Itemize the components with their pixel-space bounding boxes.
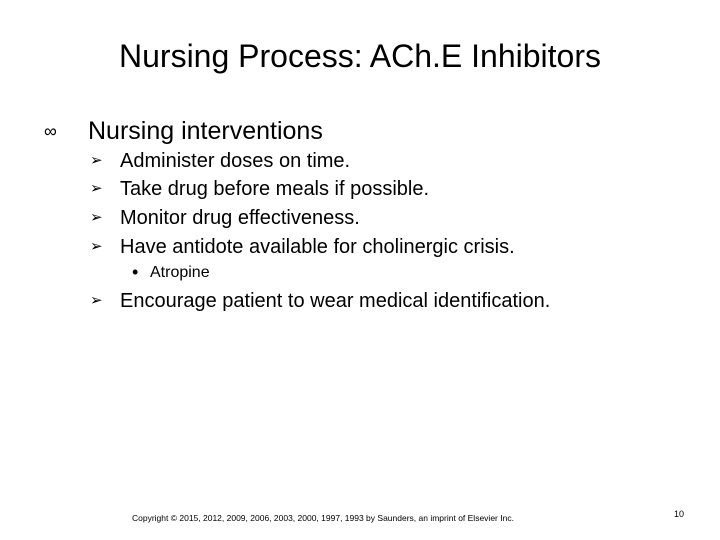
arrow-bullet-icon: ➢ xyxy=(90,209,103,226)
list-item-text: Administer doses on time. xyxy=(120,150,351,172)
page-number: 10 xyxy=(674,509,685,519)
list-item-text: Take drug before meals if possible. xyxy=(120,178,430,200)
slide-title: Nursing Process: ACh.E Inhibitors xyxy=(119,38,601,74)
infinity-bullet-icon: ∞ xyxy=(44,121,57,141)
arrow-bullet-icon: ➢ xyxy=(90,152,103,169)
heading-text: Nursing interventions xyxy=(88,117,323,145)
dot-bullet-icon: • xyxy=(132,262,139,282)
copyright-footer: Copyright © 2015, 2012, 2009, 2006, 2003, 2000, 1997, 1993 by Saunders, an imprint of Elsevier Inc. xyxy=(132,513,514,523)
sub-list-item-text: Atropine xyxy=(150,264,210,281)
arrow-bullet-icon: ➢ xyxy=(90,292,103,309)
arrow-bullet-icon: ➢ xyxy=(90,180,103,197)
list-item-text: Have antidote available for cholinergic crisis. xyxy=(120,236,515,258)
arrow-bullet-icon: ➢ xyxy=(90,238,103,255)
list-item-text: Monitor drug effectiveness. xyxy=(120,207,360,229)
list-item-text: Encourage patient to wear medical identification. xyxy=(120,290,551,312)
